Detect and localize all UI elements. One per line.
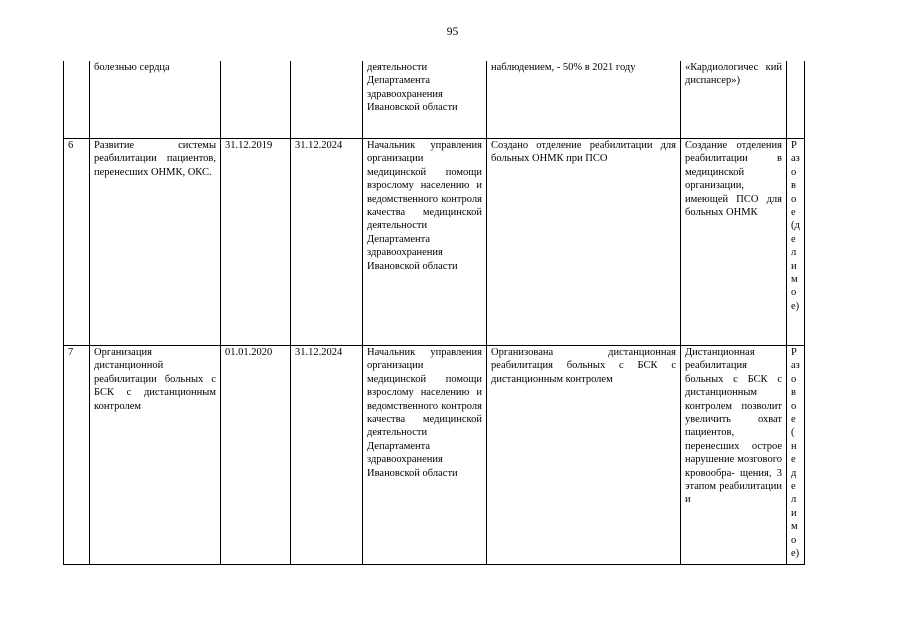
- cell-responsible: деятельности Департамента здравоохранения Ивановской области: [363, 61, 487, 139]
- cell-number: [64, 61, 90, 139]
- table-row-7: [64, 346, 805, 565]
- cell-number: 7: [64, 346, 90, 565]
- cell-result: Организована дистанционная реабилитация больных с БСК с дистанционным контролем: [487, 346, 681, 565]
- table-row-continuation: [64, 61, 805, 139]
- cell-start-date: 31.12.2019: [221, 139, 291, 346]
- cell-type: [787, 61, 805, 139]
- cell-end-date: 31.12.2024: [291, 139, 363, 346]
- cell-end-date: [291, 61, 363, 139]
- cell-type: Разовое (неделимое): [787, 346, 805, 565]
- cell-responsible: Начальник управления организации медицинской помощи взрослому населению и ведомственного контроля качества медицинской деятельности Департамента здравоохранения Ивановской области: [363, 346, 487, 565]
- cell-event: болезнью сердца: [90, 61, 221, 139]
- cell-number: 6: [64, 139, 90, 346]
- cell-description: «Кардиологичес кий диспансер»): [681, 61, 787, 139]
- cell-result: наблюдением, - 50% в 2021 году: [487, 61, 681, 139]
- table-row-6: [64, 139, 805, 346]
- cell-event: Развитие системы реабилитации пациентов, перенесших ОНМК, ОКС.: [90, 139, 221, 346]
- cell-responsible: Начальник управления организации медицинской помощи взрослому населению и ведомственного контроля качества медицинской деятельности Департамента здравоохранения Ивановской области: [363, 139, 487, 346]
- cell-type: Разовое (делимое): [787, 139, 805, 346]
- cell-event: Организация дистанционной реабилитации больных с БСК с дистанционным контролем: [90, 346, 221, 565]
- cell-start-date: 01.01.2020: [221, 346, 291, 565]
- page-number: 95: [446, 26, 459, 38]
- cell-start-date: [221, 61, 291, 139]
- cell-description: Создание отделения реабилитации в медицинской организации, имеющей ПСО для больных ОНМК: [681, 139, 787, 346]
- cell-description: Дистанционная реабилитация больных с БСК с дистанционным контролем позволит увеличить охват пациентов, перенесших острое нарушение мозгового кровообра- щения, 3 этапом реабилитации и: [681, 346, 787, 565]
- cell-end-date: 31.12.2024: [291, 346, 363, 565]
- activities-table: [63, 61, 805, 565]
- cell-result: Создано отделение реабилитации для больных ОНМК при ПСО: [487, 139, 681, 346]
